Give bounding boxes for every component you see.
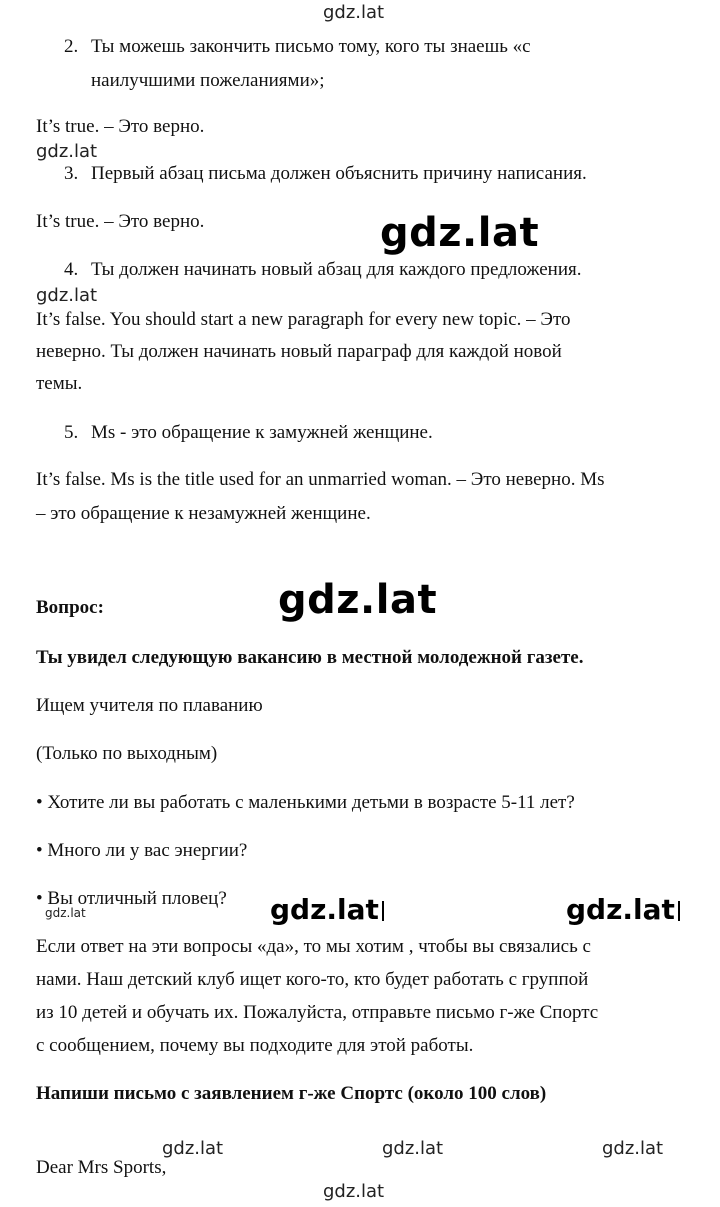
watermark-top: gdz.lat (323, 2, 385, 23)
statement-number: 3. (64, 163, 79, 184)
ad-bullet-2: • Много ли у вас энергии? (36, 840, 248, 861)
statement-number: 4. (64, 259, 79, 280)
answer-5-line-2: – это обращение к незамужней женщине. (36, 503, 371, 524)
watermark-large-2: gdz.lat (278, 577, 438, 623)
watermark-row-1: gdz.lat (162, 1138, 224, 1159)
ad-title: Ищем учителя по плаванию (36, 695, 263, 716)
ad-subtitle: (Только по выходным) (36, 743, 218, 764)
statement-4: 4. Ты должен начинать новый абзац для каждого предложения. (64, 259, 582, 280)
ad-paragraph-line-1: Если ответ на эти вопросы «да», то мы хотим , чтобы вы связались с (36, 936, 591, 957)
statement-number: 2. (64, 36, 79, 57)
letter-instruction: Напиши письмо с заявлением г-же Спортс (около 100 слов) (36, 1083, 547, 1104)
statement-number: 5. (64, 422, 79, 443)
question-task: Ты увидел следующую вакансию в местной молодежной газете. (36, 647, 584, 668)
answer-4-line-3: темы. (36, 373, 83, 394)
watermark-medium-1: gdz.lat (270, 893, 384, 926)
watermark-row-2: gdz.lat (382, 1138, 444, 1159)
ad-bullet-3: • Вы отличный пловец? (36, 888, 227, 909)
statement-2-line-2: наилучшими пожеланиями»; (91, 70, 325, 91)
watermark-row-3: gdz.lat (602, 1138, 664, 1159)
watermark-large-1: gdz.lat (380, 210, 540, 256)
answer-3: It’s true. – Это верно. (36, 211, 205, 232)
question-heading: Вопрос: (36, 597, 104, 618)
ad-paragraph-line-2: нами. Наш детский клуб ищет кого-то, кто будет работать с группой (36, 969, 589, 990)
letter-greeting: Dear Mrs Sports, (36, 1157, 167, 1178)
answer-4-line-2: неверно. Ты должен начинать новый параграф для каждой новой (36, 341, 562, 362)
statement-2-line-1: 2. Ты можешь закончить письмо тому, кого ты знаешь «с (64, 36, 531, 57)
watermark-bottom: gdz.lat (323, 1181, 385, 1202)
statement-5: 5. Ms - это обращение к замужней женщине. (64, 422, 433, 443)
answer-2: It’s true. – Это верно. (36, 116, 205, 137)
watermark-medium-2: gdz.lat (566, 893, 680, 926)
statement-3: 3. Первый абзац письма должен объяснить причину написания. (64, 163, 587, 184)
ad-bullet-1: • Хотите ли вы работать с маленькими детьми в возрасте 5-11 лет? (36, 792, 575, 813)
watermark-left-1: gdz.lat (36, 141, 98, 162)
ad-paragraph-line-4: с сообщением, почему вы подходите для этой работы. (36, 1035, 474, 1056)
answer-4-line-1: It’s false. You should start a new paragraph for every new topic. – Это (36, 309, 571, 330)
watermark-left-2: gdz.lat (36, 285, 98, 306)
watermark-tiny: gdz.lat (45, 906, 86, 920)
answer-5-line-1: It’s false. Ms is the title used for an unmarried woman. – Это неверно. Ms (36, 469, 605, 490)
ad-paragraph-line-3: из 10 детей и обучать их. Пожалуйста, отправьте письмо г-же Спортс (36, 1002, 599, 1023)
